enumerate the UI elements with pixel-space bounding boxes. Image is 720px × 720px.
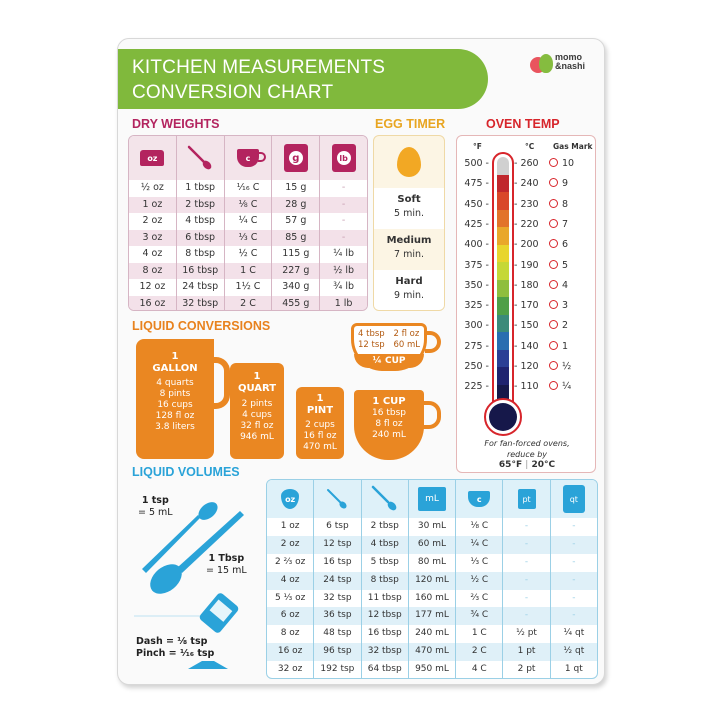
pint-carton-icon xyxy=(296,387,344,459)
cell: 1 lb xyxy=(334,297,353,309)
brand-logo xyxy=(530,51,592,77)
measuring-cup-ml-icon: mL xyxy=(418,487,446,511)
flame-icon xyxy=(549,320,558,329)
cell: 4 oz xyxy=(129,246,177,263)
cell: 80 mL xyxy=(409,554,456,572)
cell: - xyxy=(341,198,346,210)
conversion-chart-board xyxy=(117,38,605,685)
table-row xyxy=(129,279,367,296)
pint-line: 470 mL xyxy=(303,442,337,452)
cell: 8 tbsp xyxy=(177,246,225,263)
gas-mark-value xyxy=(549,239,593,250)
logo-line-2: &nashi xyxy=(555,61,586,71)
cell: - xyxy=(503,572,550,590)
egg-hard xyxy=(374,270,444,311)
cell: - xyxy=(341,182,346,193)
tablespoon-icon xyxy=(371,485,399,513)
celsius-value: - 200 xyxy=(514,239,539,251)
thermometer-segment xyxy=(497,175,509,193)
cell: 950 mL xyxy=(409,661,456,679)
gas-mark-text: 6 xyxy=(562,239,569,251)
thermometer-segment xyxy=(497,157,509,175)
flame-icon xyxy=(549,300,558,309)
gas-mark-text: 9 xyxy=(562,178,569,190)
cup-line: 8 fl oz xyxy=(375,419,403,429)
cell: - xyxy=(572,556,576,567)
gas-mark-text: 1 xyxy=(562,340,569,352)
dash-pinch-label xyxy=(136,636,214,660)
egg-label: Medium xyxy=(386,235,432,246)
cell: 8 oz xyxy=(129,263,177,280)
fan-oven-reduction xyxy=(457,460,597,470)
thermometer-icon xyxy=(492,152,514,407)
cell: ⅓ C xyxy=(225,230,273,247)
reduce-c: 20°C xyxy=(531,460,556,470)
celsius-value: - 180 xyxy=(514,279,539,291)
tsp-line1: 1 tsp xyxy=(141,495,169,506)
scale-pounds-icon: lb xyxy=(332,144,356,172)
table-row xyxy=(267,643,597,661)
gas-mark-value xyxy=(549,158,593,169)
pint-line: 16 fl oz xyxy=(303,431,337,441)
qc-value: 12 tsp xyxy=(358,340,385,350)
fahrenheit-value: 250 - xyxy=(464,361,489,372)
table-row xyxy=(129,213,367,230)
cup-line: 16 tbsp xyxy=(372,408,406,418)
cell: 16 oz xyxy=(129,296,177,312)
qc-value: 4 tbsp xyxy=(358,329,385,339)
cup-icon: c xyxy=(468,491,490,507)
celsius-header: °C xyxy=(525,142,535,151)
celsius-value: - 260 xyxy=(514,158,539,169)
one-cup-icon xyxy=(354,390,424,460)
cell: ½ pt xyxy=(503,625,550,643)
cell: 4 oz xyxy=(267,572,314,590)
table-row xyxy=(267,554,597,572)
cell: 192 tsp xyxy=(314,661,361,679)
jug-handle xyxy=(210,357,230,409)
gas-mark-text: 3 xyxy=(562,300,569,312)
table-row xyxy=(267,661,597,679)
cup-handle xyxy=(425,331,441,353)
table-row xyxy=(129,263,367,280)
gallon-line: 16 cups xyxy=(157,400,193,410)
quart-qty: 1 xyxy=(253,371,261,382)
cup-label: 1 CUP xyxy=(372,396,406,407)
cell: ⅓ C xyxy=(456,554,503,572)
cell: 12 tbsp xyxy=(362,607,409,625)
cell: 2 pt xyxy=(503,661,550,679)
table-row xyxy=(129,246,367,263)
liquid-volumes-table xyxy=(266,479,598,679)
cell: 6 tbsp xyxy=(177,230,225,247)
cell: 8 oz xyxy=(267,625,314,643)
quart-unit: QUART xyxy=(237,383,277,394)
cell: 15 g xyxy=(272,180,320,197)
pint-unit: PINT xyxy=(306,405,334,416)
cell: 5 tbsp xyxy=(362,554,409,572)
cell: 4 tbsp xyxy=(362,536,409,554)
thermometer-segment xyxy=(497,297,509,315)
cell: - xyxy=(341,215,346,226)
table-row xyxy=(267,572,597,590)
reduce-f: 65°F xyxy=(498,460,523,470)
gas-mark-value xyxy=(549,381,593,392)
table-row xyxy=(267,518,597,536)
note-line-2: reduce by xyxy=(506,450,548,459)
egg-timer-title: EGG TIMER xyxy=(375,117,446,131)
gas-mark-value xyxy=(549,260,593,271)
title-line-1: KITCHEN MEASUREMENTS xyxy=(132,57,386,78)
title-line-2: CONVERSION CHART xyxy=(132,82,334,103)
cell: 85 g xyxy=(272,230,320,247)
flame-icon xyxy=(549,239,558,248)
separator: | xyxy=(525,460,529,470)
cell: 12 oz xyxy=(129,279,177,296)
oven-temp-title: OVEN TEMP xyxy=(486,117,560,131)
cell: 32 tbsp xyxy=(177,296,225,312)
cell: 11 tbsp xyxy=(362,590,409,608)
cell: 24 tsp xyxy=(314,572,361,590)
gallon-line: 128 fl oz xyxy=(155,411,195,421)
flame-icon xyxy=(549,260,558,269)
celsius-value: - 120 xyxy=(514,361,539,372)
gallon-unit: GALLON xyxy=(152,363,198,374)
cell: 60 mL xyxy=(409,536,456,554)
cell: - xyxy=(572,521,576,531)
celsius-value: - 240 xyxy=(514,178,539,190)
pear-icon xyxy=(539,54,553,73)
cell: 8 tbsp xyxy=(362,572,409,590)
gallon-line: 3.8 liters xyxy=(155,422,195,432)
cell: ½ lb xyxy=(333,264,355,276)
dry-weights-title: DRY WEIGHTS xyxy=(132,117,220,131)
gas-mark-value xyxy=(549,219,593,230)
cell: 16 oz xyxy=(267,643,314,661)
cell: 2 tbsp xyxy=(177,197,225,214)
cell: 57 g xyxy=(272,213,320,230)
qc-value: 2 fl oz xyxy=(393,329,420,339)
cell: 115 g xyxy=(272,246,320,263)
quart-line: 2 pints xyxy=(241,399,273,409)
cell: - xyxy=(503,607,550,625)
cell: 470 mL xyxy=(409,643,456,661)
cell: 4 tbsp xyxy=(177,213,225,230)
cell: 32 tsp xyxy=(314,590,361,608)
pint-qty: 1 xyxy=(316,393,324,404)
cell: 2 tbsp xyxy=(362,518,409,536)
table-row xyxy=(129,197,367,214)
cell: 227 g xyxy=(272,263,320,280)
fahrenheit-value: 475 - xyxy=(464,178,489,190)
egg-timer-panel xyxy=(373,135,445,311)
cell: 1 oz xyxy=(129,197,177,214)
egg-soft xyxy=(374,188,444,229)
celsius-value: - 150 xyxy=(514,320,539,332)
scale-grams-icon: g xyxy=(284,144,308,172)
gas-mark-value xyxy=(549,280,593,291)
cell: ¾ C xyxy=(456,607,503,625)
flame-icon xyxy=(549,361,558,370)
dash-label: Dash = ⅛ tsp xyxy=(136,636,208,647)
cell: 2 C xyxy=(225,296,273,312)
cell: 5 ⅓ oz xyxy=(267,590,314,608)
cell: 160 mL xyxy=(409,590,456,608)
cell: ⅛ C xyxy=(456,518,503,536)
logo-line-1: momo xyxy=(555,52,582,62)
gas-mark-value xyxy=(549,320,593,331)
cell: 177 mL xyxy=(409,607,456,625)
table-row xyxy=(129,230,367,247)
drop-oz-icon: oz xyxy=(281,489,299,509)
gas-mark-text: ¼ xyxy=(562,381,572,393)
gas-mark-text: 7 xyxy=(562,218,569,230)
cell: ½ C xyxy=(456,572,503,590)
quart-line: 4 cups xyxy=(242,410,272,420)
tbsp-line1: 1 Tbsp xyxy=(208,553,245,564)
cup-icon: c xyxy=(237,149,259,167)
cell: 1 C xyxy=(456,625,503,643)
thermometer-segment xyxy=(497,210,509,228)
celsius-value: - 170 xyxy=(514,300,539,312)
cell: 24 tbsp xyxy=(177,279,225,296)
quarter-cup-label: ¼ CUP xyxy=(354,354,424,368)
quarter-cup-icon xyxy=(351,323,427,371)
flame-icon xyxy=(549,158,558,167)
quart-line: 946 mL xyxy=(240,432,274,442)
cell: 120 mL xyxy=(409,572,456,590)
thermometer-segment xyxy=(497,350,509,368)
fahrenheit-value: 225 - xyxy=(464,381,489,393)
cell: 36 tsp xyxy=(314,607,361,625)
quart-icon: qt xyxy=(563,485,585,513)
fahrenheit-value: 325 - xyxy=(464,300,489,312)
cell: 340 g xyxy=(272,279,320,296)
gas-mark-text: 5 xyxy=(562,259,569,271)
tbsp-line2: = 15 mL xyxy=(206,565,247,576)
gas-mark-value xyxy=(549,361,593,372)
egg-time: 5 min. xyxy=(394,208,424,219)
cell: 2 oz xyxy=(267,536,314,554)
fan-oven-note xyxy=(457,438,597,460)
liquid-volumes-body xyxy=(267,518,597,679)
note-line-1: For fan-forced ovens, xyxy=(484,439,570,448)
cell: - xyxy=(503,518,550,536)
title-banner xyxy=(118,49,488,109)
egg-medium xyxy=(374,229,444,270)
cell: ¾ lb xyxy=(333,281,355,292)
celsius-value: - 110 xyxy=(514,381,539,393)
cell: - xyxy=(572,538,576,549)
tsp-line2: = 5 mL xyxy=(138,507,173,518)
table-row xyxy=(267,607,597,625)
cell: 16 tsp xyxy=(314,554,361,572)
cell: 32 oz xyxy=(267,661,314,679)
celsius-value: - 190 xyxy=(514,259,539,271)
cell: 455 g xyxy=(272,296,320,312)
fahrenheit-value: 350 - xyxy=(464,279,489,291)
pint-icon: pt xyxy=(518,489,536,509)
dry-weights-header xyxy=(129,136,367,180)
flame-icon xyxy=(549,199,558,208)
gas-mark-value xyxy=(549,178,593,189)
cell: ⅔ C xyxy=(456,590,503,608)
thermometer-segment xyxy=(497,315,509,333)
oven-temp-panel xyxy=(456,135,596,473)
gallon-line: 4 quarts xyxy=(156,378,194,388)
cell: 3 oz xyxy=(129,230,177,247)
cell: 240 mL xyxy=(409,625,456,643)
table-row xyxy=(267,625,597,643)
flame-icon xyxy=(549,178,558,187)
cell: 96 tsp xyxy=(314,643,361,661)
cell: 6 tsp xyxy=(314,518,361,536)
qc-value: 60 mL xyxy=(393,340,420,350)
spoon-icon xyxy=(186,144,214,172)
cup-line: 240 mL xyxy=(372,430,406,440)
teaspoon-icon xyxy=(325,487,349,511)
cell: 2 C xyxy=(456,643,503,661)
dry-weights-table xyxy=(128,135,368,311)
fahrenheit-header: °F xyxy=(473,142,482,151)
gas-mark-text: 2 xyxy=(562,320,569,332)
cell: 30 mL xyxy=(409,518,456,536)
table-row xyxy=(129,180,367,197)
cell: 2 oz xyxy=(129,213,177,230)
gas-mark-value xyxy=(549,199,593,210)
pinch-label: Pinch = ¹⁄₁₆ tsp xyxy=(136,648,215,659)
thermometer-segment xyxy=(497,245,509,263)
gallon-qty: 1 xyxy=(171,351,179,362)
egg-label: Hard xyxy=(395,276,423,287)
celsius-value: - 140 xyxy=(514,340,539,352)
egg-timer-icon xyxy=(397,147,421,177)
fahrenheit-value: 500 - xyxy=(464,158,489,169)
thermometer-bulb xyxy=(484,398,522,436)
gas-mark-value xyxy=(549,300,593,311)
cell: - xyxy=(503,536,550,554)
gas-mark-text: 4 xyxy=(562,279,569,291)
liquid-volumes-title: LIQUID VOLUMES xyxy=(132,465,240,479)
fahrenheit-value: 300 - xyxy=(464,320,489,332)
celsius-value: - 230 xyxy=(514,198,539,210)
cell: - xyxy=(341,231,346,243)
fahrenheit-value: 275 - xyxy=(464,340,489,352)
flame-icon xyxy=(549,381,558,390)
cell: - xyxy=(503,554,550,572)
gas-mark-value xyxy=(549,341,593,352)
cell: - xyxy=(503,590,550,608)
celsius-value: - 220 xyxy=(514,218,539,230)
cell: - xyxy=(572,574,576,585)
liquid-conversions-title: LIQUID CONVERSIONS xyxy=(132,319,271,333)
cell: ½ qt xyxy=(563,646,585,657)
gas-mark-header: Gas Mark xyxy=(553,142,593,151)
cell: ¼ C xyxy=(456,536,503,554)
gallon-jug-icon xyxy=(136,339,214,459)
thermometer-segment xyxy=(497,332,509,350)
teaspoon-icon xyxy=(142,499,221,573)
dry-weights-body xyxy=(129,180,367,311)
cell: 32 tbsp xyxy=(362,643,409,661)
cell: 2 ⅔ oz xyxy=(267,554,314,572)
cell: 1 qt xyxy=(564,664,583,675)
thermometer-segment xyxy=(497,367,509,385)
gas-mark-text: 10 xyxy=(562,158,575,169)
table-row xyxy=(129,296,367,312)
cell: ¼ qt xyxy=(563,628,585,639)
thermometer-segment xyxy=(497,262,509,280)
quart-carton-icon xyxy=(230,363,284,459)
thermometer-segment xyxy=(497,227,509,245)
cell: 6 oz xyxy=(267,607,314,625)
fahrenheit-value: 375 - xyxy=(464,259,489,271)
pint-line: 2 cups xyxy=(305,420,335,430)
egg-time: 9 min. xyxy=(394,290,424,301)
weight-oz-icon: oz xyxy=(140,150,164,166)
cell: 12 tsp xyxy=(314,536,361,554)
cell: 1 C xyxy=(225,263,273,280)
egg-time: 7 min. xyxy=(394,249,424,260)
gallon-line: 8 pints xyxy=(159,389,191,399)
cell: ¹⁄₁₆ C xyxy=(225,180,273,197)
fahrenheit-value: 400 - xyxy=(464,239,489,251)
cell: 1 tbsp xyxy=(177,180,225,197)
cell: 64 tbsp xyxy=(362,661,409,679)
cell: ½ C xyxy=(225,246,273,263)
egg-label: Soft xyxy=(397,194,421,205)
flame-icon xyxy=(549,341,558,350)
cell: ¼ lb xyxy=(333,248,355,259)
liquid-volumes-header xyxy=(267,480,597,518)
cup-handle xyxy=(423,401,441,429)
gas-mark-text: 8 xyxy=(562,198,569,210)
flame-icon xyxy=(549,219,558,228)
cell: 16 tbsp xyxy=(177,263,225,280)
cell: 4 C xyxy=(456,661,503,679)
table-row xyxy=(267,590,597,608)
cell: 1 pt xyxy=(503,643,550,661)
fahrenheit-value: 425 - xyxy=(464,218,489,230)
cell: 1 oz xyxy=(267,518,314,536)
cell: 1½ C xyxy=(225,279,273,296)
thermometer-segment xyxy=(497,280,509,298)
cell: ⅛ C xyxy=(225,197,273,214)
cell: - xyxy=(572,592,576,603)
cell: 28 g xyxy=(272,197,320,214)
flame-icon xyxy=(549,280,558,289)
thermometer-segment xyxy=(497,192,509,210)
cell: - xyxy=(572,610,576,621)
gas-mark-text: ½ xyxy=(562,361,572,372)
cell: 48 tsp xyxy=(314,625,361,643)
quart-line: 32 fl oz xyxy=(240,421,274,431)
fahrenheit-value: 450 - xyxy=(464,198,489,210)
cell: 16 tbsp xyxy=(362,625,409,643)
cell: ½ oz xyxy=(129,180,177,197)
cell: ¼ C xyxy=(225,213,273,230)
table-row xyxy=(267,536,597,554)
